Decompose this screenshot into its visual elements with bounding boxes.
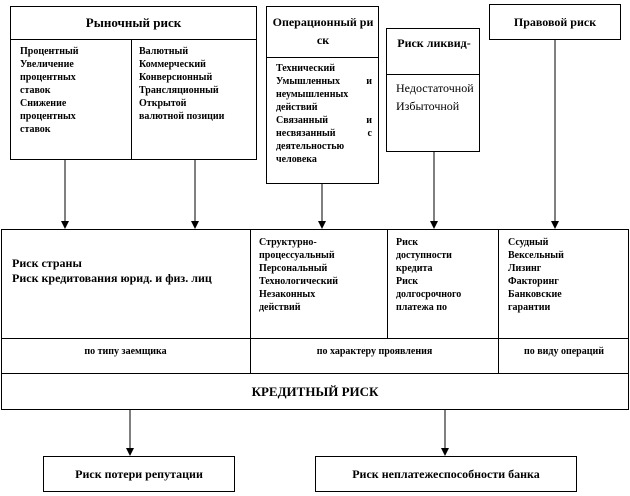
list-item: Факторинг [508,276,559,287]
list-item: кредита [396,263,433,274]
list-item: Процентный [20,46,79,57]
list-item: Трансляционный [139,85,219,96]
list-item: Технологический [259,276,338,287]
list-item: Недостаточной [396,81,474,95]
list-item: ставок [20,124,51,135]
list-item: валютной позиции [139,111,225,122]
category-by-borrower: по типу заемщика [84,346,167,357]
list-item: Незаконных [259,289,316,300]
market-risk-title: Рыночный риск [11,7,256,40]
list-item: процентных [20,111,76,122]
list-item: Ссудный [508,237,549,248]
category-by-operation: по виду операций [523,346,605,357]
credit-risk-label: КРЕДИТНЫЙ РИСК [251,384,379,399]
list-item: Валютный [139,46,189,57]
list-item: Технический [276,63,335,74]
country-risk-label: Риск страны [12,256,82,270]
list-item: гарантии [508,302,551,313]
operational-risk-title: Операционный риск [272,15,374,47]
list-item: долгосрочного [396,289,462,300]
list-item: Избыточной [396,99,460,113]
list-item: Открытой [139,98,187,109]
list-item: платежа по [396,302,447,313]
list-item: Лизинг [508,263,542,274]
list-item: Умышленных и неумышленных действий [276,76,372,113]
list-item: Риск [396,276,419,287]
legal-risk-title: Правовой риск [513,15,597,29]
list-item: ставок [20,85,51,96]
reputation-risk-label: Риск потери репутации [75,467,203,481]
list-item: Увеличение [20,59,74,70]
list-item: Коммерческий [139,59,206,70]
list-item: Персональный [259,263,328,274]
category-by-manifestation: по характеру проявления [316,346,433,357]
list-item: Вексельный [508,250,564,261]
insolvency-risk-label: Риск неплатежеспособности банка [352,467,540,481]
list-item: процессуальный [259,250,335,261]
list-item: Конверсионный [139,72,213,83]
list-item: доступности [396,250,452,261]
list-item: Связанный и несвязанный с деятельностью человека [276,115,372,165]
lending-risk-label: Риск кредитования юрид. и физ. лиц [12,271,212,285]
list-item: Снижение [20,98,67,109]
list-item: действий [259,302,301,313]
list-item: процентных [20,72,76,83]
liquidity-risk-title: Риск ликвид- [397,36,471,50]
list-item: Банковские [508,289,562,300]
list-item: Риск [396,237,419,248]
list-item: Структурно- [259,237,317,248]
